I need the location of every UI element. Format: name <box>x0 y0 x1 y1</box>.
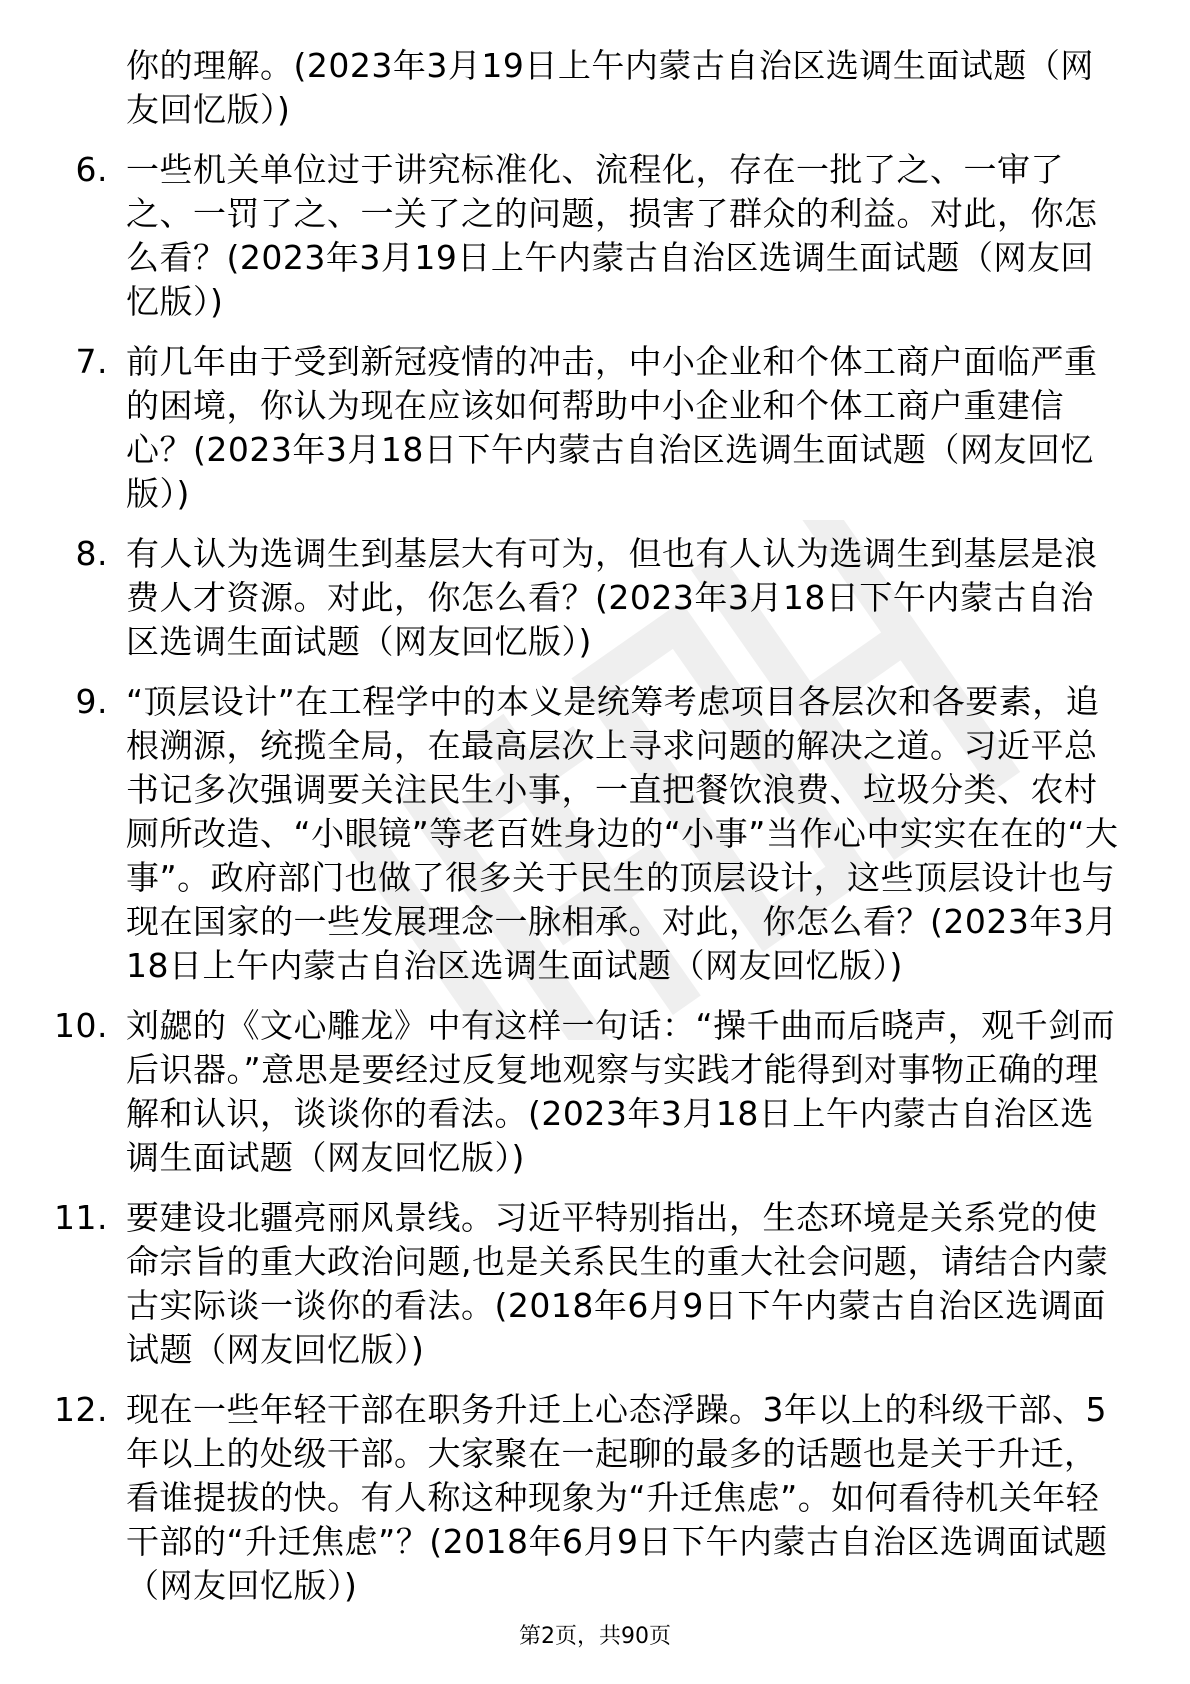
item-text: 有人认为选调生到基层大有可为，但也有人认为选调生到基层是浪费人才资源。对此，你怎么看？(2023年3月18日下午内蒙古自治区选调生面试题（网友回忆版）) <box>126 534 1098 661</box>
item-number: 11. <box>54 1198 108 1237</box>
item-number: 6. <box>75 150 108 189</box>
list-item <box>0 1004 1126 1180</box>
item-text: 你的理解。(2023年3月19日上午内蒙古自治区选调生面试题（网友回忆版）) <box>126 46 1094 129</box>
item-text: 一些机关单位过于讲究标准化、流程化，存在一批了之、一审了之、一罚了之、一关了之的问题，损害了群众的利益。对此，你怎么看？(2023年3月19日上午内蒙古自治区选调生面试题（网友回忆版）) <box>126 150 1098 321</box>
page-number: 第2页，共90页 <box>519 1624 671 1649</box>
item-number: 7. <box>75 342 108 381</box>
list-item <box>0 148 1126 324</box>
question-list <box>0 44 1190 1624</box>
item-number: 9. <box>75 682 108 721</box>
item-text: 要建设北疆亮丽风景线。习近平特别指出，生态环境是关系党的使命宗旨的重大政治问题,也是关系民生的重大社会问题，请结合内蒙古实际谈一谈你的看法。(2018年6月9日下午内蒙古自治区选调面试题（网友回忆版）) <box>126 1198 1109 1369</box>
list-item <box>0 44 1126 132</box>
item-text: 前几年由于受到新冠疫情的冲击，中小企业和个体工商户面临严重的困境，你认为现在应该如何帮助中小企业和个体工商户重建信心？(2023年3月18日下午内蒙古自治区选调生面试题（网友回忆版）) <box>126 342 1098 513</box>
item-text: 刘勰的《文心雕龙》中有这样一句话：“操千曲而后晓声，观千剑而后识器。”意思是要经过反复地观察与实践才能得到对事物正确的理解和认识，谈谈你的看法。(2023年3月18日上午内蒙古自治区选调生面试题（网友回忆版）) <box>126 1006 1116 1177</box>
list-item <box>0 680 1126 988</box>
list-item <box>0 1196 1126 1372</box>
item-number: 12. <box>54 1390 108 1429</box>
list-item <box>0 340 1126 516</box>
list-item <box>0 1388 1126 1608</box>
list-item <box>0 532 1126 664</box>
item-number: 10. <box>54 1006 108 1045</box>
item-text: “顶层设计”在工程学中的本义是统筹考虑项目各层次和各要素，追根溯源，统揽全局，在最高层次上寻求问题的解决之道。习近平总书记多次强调要关注民生小事，一直把餐饮浪费、垃圾分类、农村厕所改造、“小眼镜”等老百姓身边的“小事”当作心中实实在在的“大事”。政府部门也做了很多关于民生的顶层设计，这些顶层设计也与现在国家的一些发展理念一脉相承。对此，你怎么看？(2023年3月18日上午内蒙古自治区选调生面试题（网友回忆版）) <box>126 682 1119 985</box>
item-text: 现在一些年轻干部在职务升迁上心态浮躁。3年以上的科级干部、5年以上的处级干部。大家聚在一起聊的最多的话题也是关于升迁，看谁提拔的快。有人称这种现象为“升迁焦虑”。如何看待机关年轻干部的“升迁焦虑”？(2018年6月9日下午内蒙古自治区选调面试题（网友回忆版）) <box>126 1390 1108 1605</box>
item-number: 8. <box>75 534 108 573</box>
